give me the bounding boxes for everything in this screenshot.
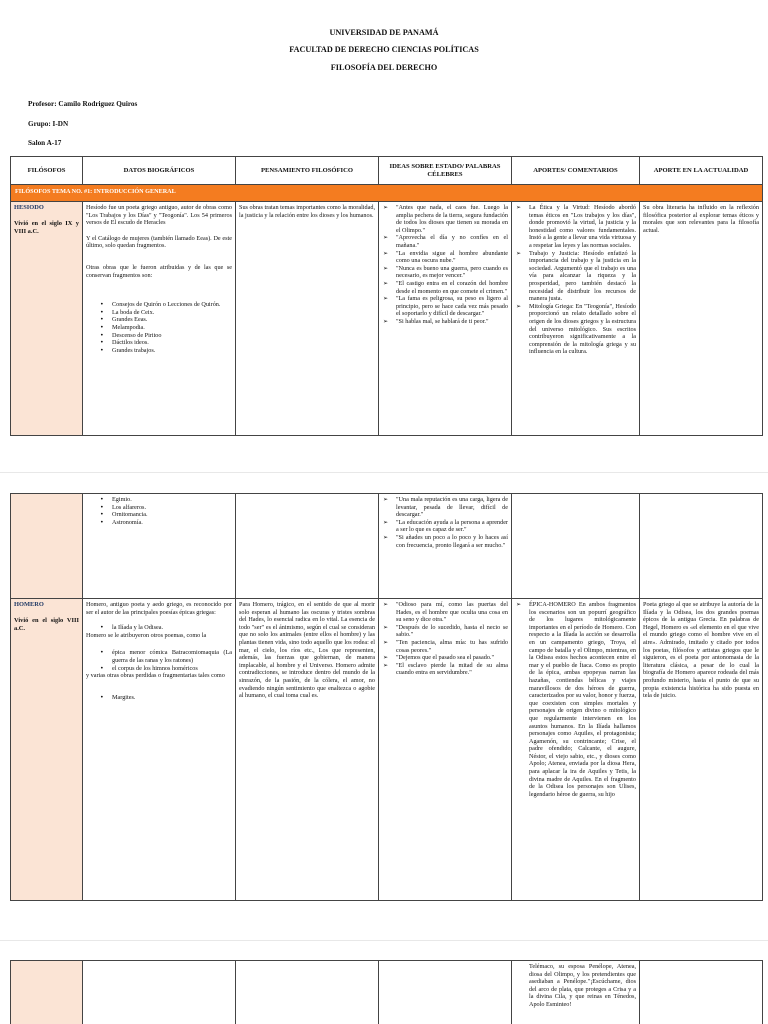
list-item: • La boda de Ceix. xyxy=(100,309,232,317)
list-item: • Astronomía. xyxy=(100,519,232,527)
list-item: ➢ "Aprovecha el día y no confíes en el mañana." xyxy=(382,234,508,249)
bio-paragraph: Otras obras que le fueron atribuidas y de las que se conservan fragmentos son: xyxy=(86,263,232,279)
thought-cell xyxy=(236,494,379,599)
contributions-cell xyxy=(512,494,640,599)
contributions-list xyxy=(515,601,636,798)
contributions-cell: Telémaco, su esposa Penélope, Atenea, diosa del Olimpo, y los pretendientes que asediaban a Penélope."¡Escúchame, dios del arco de plata, que proteges a Crisa y a la divina Cila, y que reinas en Ténedos, Apolo Esminteo! xyxy=(512,961,640,1024)
contributions-list xyxy=(515,204,636,356)
list-item: ➢ ÉPICA-HOMERO En ambos fragmentos los escenarios son un popurrí geográfico de los lugares mitológicamente importantes en el período de Homero. Con respecto a la Ilíada la acción se desarrolla en un campamento griego, Troya, el campo de batalla y el Olimpo, mientras, en la Odisea estos hechos acontecen entre el mar y el pueblo de Ítaca. Como es propio de la épica, ambas epopeyas narran las hazañas, contiendas bélicas y viajes maravillosos de dos héroes de guerra, caracterizados por su valor, honor y fuerza, que coexisten con simples mortales y personajes de origen divino o mitológico que regularmente intervienen en los asuntos humanos. En la Ilíada hallamos personajes como Aquiles, el protagonista; Agamenón, su contrincante; Crise, el padre ofendido; Calcante, el augure, Néstor, el viejo sabio, etc., y dioses como Apolo; Atenea, enviada por la diosa Hera, para aplacar la ira de Aquiles y Tetis, la divina madre de Aquiles. En el fragmento de la Odisea los personajes son Ulises, legendario héroe de guerra, su hijo xyxy=(515,601,636,798)
column-header: FILÓSOFOS xyxy=(11,157,83,185)
thought-cell: Sus obras tratan temas importantes como la moralidad, la justicia y la relación entre los dioses y los humanos. xyxy=(236,202,379,436)
room-line: Salon A-17 xyxy=(28,139,62,147)
biography-cell xyxy=(83,202,236,436)
philosophers-table-continued xyxy=(10,960,763,1024)
list-item: ➢ "Si hablas mal, se hablará de ti peor." xyxy=(382,318,508,326)
bio-paragraph: Homero se le atribuyeron otros poemas, como la xyxy=(86,631,207,639)
table-row xyxy=(11,961,763,1024)
philosopher-cell xyxy=(11,961,83,1024)
list-item: ➢ "Antes que nada, el caos fue. Luego la amplia pechera de la tierra, segura fundación de todos los dioses que tienen su morada en el Olimpo." xyxy=(382,204,508,234)
list-item: • Los alfareros. xyxy=(100,504,232,512)
list-item: • Dáctilos ideos. xyxy=(100,339,232,347)
list-item: • Consejos de Quirón o Lecciones de Quirón. xyxy=(100,301,232,309)
bio-paragraph: Y el Catálogo de mujeres (también llamado Eeas). De este último, solo quedan fragmentos. xyxy=(86,234,232,250)
philosophers-table xyxy=(10,156,763,436)
table-row xyxy=(11,202,763,436)
list-item: ➢ "La educación ayuda a la persona a aprender a ser lo que es capaz de ser." xyxy=(382,519,508,534)
quotes-list xyxy=(382,204,508,326)
biography-cell xyxy=(83,961,236,1024)
column-header: APORTES/ COMENTARIOS xyxy=(512,157,640,185)
list-item: ➢ "Odioso para mí, como las puertas del Hades, es el hombre que oculta una cosa en su seno y dice otra." xyxy=(382,601,508,624)
quotes-list xyxy=(382,601,508,677)
page-2 xyxy=(0,472,768,940)
list-item: • Grandes Eeas. xyxy=(100,316,232,324)
philosopher-name: HESIODO xyxy=(14,204,44,211)
biography-cell xyxy=(83,494,236,599)
university-title: UNIVERSIDAD DE PANAMÁ xyxy=(329,28,439,37)
quotes-cell xyxy=(379,494,512,599)
quotes-cell xyxy=(379,202,512,436)
works-list xyxy=(100,301,232,354)
list-item: • el corpus de los himnos homéricos xyxy=(100,665,232,673)
list-item: ➢ "Una mala reputación es una carga, ligera de levantar, pesada de llevar, difícil de descargar." xyxy=(382,496,508,519)
list-item: ➢ "Si añades un poco a lo poco y lo haces así con frecuencia, pronto llegará a ser mucho." xyxy=(382,534,508,549)
list-item: ➢ "Nunca es bueno una guerra, pero cuando es necesario, es mejor vencer." xyxy=(382,265,508,280)
column-header: PENSAMIENTO FILOSÓFICO xyxy=(236,157,379,185)
thought-cell: Para Homero, trágico, en el sentido de que al morir solo esperan al humano las oscuras y tristes sombras del Hades, lo esencial radica en lo vital. La esencia de todo "ser" es el ánimismo, según el cual se consideran que no solo los animales (entre ellos el hombre) y las plantas tienen vida, sino todo aquello que los rodea: el mar, el cielo, los ríos etc., Los que representen, además, las fuerzas que gobiernan, de manera implacable, al hombre y el Universo. Homero admite contradicciones, se introduce dentro del mundo de la sinrazón, de la pasión, de la cólera, el amor, no evadiendo ningún sentimiento que enaltezca o agobie al humano, el cual toma cual es. xyxy=(236,599,379,901)
list-item: • Grandes trabajos. xyxy=(100,347,232,355)
column-header: APORTE EN LA ACTUALIDAD xyxy=(640,157,763,185)
list-item: • Ornitomancia. xyxy=(100,511,232,519)
professor-line: Profesor: Camilo Rodriguez Quiros xyxy=(28,100,138,108)
lost-works-list xyxy=(100,694,232,702)
section-bar-row xyxy=(11,185,763,202)
list-item: • Margites. xyxy=(100,694,232,702)
subject-title: FILOSOFÍA DEL DERECHO xyxy=(330,63,438,72)
column-header: DATOS BIOGRÁFICOS xyxy=(83,157,236,185)
works-list xyxy=(100,496,232,526)
other-poems-list xyxy=(100,649,232,672)
bio-paragraph: y varias otras obras perdidas o fragmentarias tales como xyxy=(86,672,225,680)
epics-list xyxy=(100,624,232,632)
philosopher-cell xyxy=(11,202,83,436)
list-item: ➢ "Después de lo sucedido, hasta el necio se sabio." xyxy=(382,624,508,639)
list-item: ➢ "La fama es peligrosa, su peso es ligero al principio, pero se hace cada vez más pesado el soportarlo y difícil de descargar." xyxy=(382,295,508,318)
bio-paragraph: Hesíodo fue un poeta griego antiguo, autor de obras como "Los Trabajos y los Días" y "Teogonía". Los 54 primeros versos de El escudo de Heracles xyxy=(86,204,232,227)
list-item: ➢ "El esclavo pierde la mitad de su alma cuando entra en servidumbre." xyxy=(382,662,508,677)
philosopher-name: HOMERO xyxy=(14,601,44,608)
table-header-row xyxy=(11,157,763,185)
contributions-cell xyxy=(512,599,640,901)
list-item: • la Ilíada y la Odisea. xyxy=(100,624,232,632)
quotes-list xyxy=(382,496,508,549)
philosopher-cell xyxy=(11,599,83,901)
today-cell xyxy=(640,494,763,599)
page-1 xyxy=(0,0,768,472)
philosophers-table-continued xyxy=(10,493,763,901)
list-item: • épica menor cómica Batracomiomaquia (La guerra de las ranas y los ratones) xyxy=(100,649,232,664)
list-item: • Descenso de Piritoo xyxy=(100,332,232,340)
list-item: ➢ La Ética y la Virtud: Hesíodo abordó temas éticos en "Los trabajos y los días", donde promovió la virtud, la justicia y la honestidad como valores fundamentales. Instó a la gente a llevar una vida virtuosa y a respetar las leyes y las normas sociales. xyxy=(515,204,636,250)
philosopher-era: Vivió en el siglo IX y VIII a.C. xyxy=(14,219,79,235)
section-bar: FILÓSOFOS TEMA NO. #1: INTRODUCCIÓN GENERAL xyxy=(11,185,763,202)
today-cell: Su obra literaria ha influido en la reflexión filosófica posterior al explorar temas éticos y morales que son relevantes para la filosofía actual. xyxy=(640,202,763,436)
list-item: ➢ Trabajo y Justicia: Hesíodo enfatizó la importancia del trabajo y la justicia en la sociedad. Argumentó que el trabajo es una vía para alcanzar la riqueza y la prosperidad, pero también destacó la necesidad de distribuir los recursos de manera justa. xyxy=(515,250,636,303)
today-cell: Poeta griego al que se atribuye la autoría de la Ilíada y la Odisea, los dos grandes poemas épicos de la antigua Grecia. En palabras de Hegel, Homero es «el elemento en el que vive el mundo griego como el hombre vive en el aire». Admirado, imitado y citado por todos los poetas, filósofos y artistas griegos que le siguieron, es el poeta por antonomasia de la literatura clásica, a pesar de lo cual la biografía de Homero aparece rodeada del más profundo misterio, hasta el punto de que su propia existencia histórica ha sido puesta en tela de juicio. xyxy=(640,599,763,901)
quotes-cell xyxy=(379,599,512,901)
list-item: ➢ Mitología Griega: En "Teogonía", Hesíodo proporcionó un relato detallado sobre el origen de los dioses griegos y la estructura del universo mitológico. Sus escritos contribuyeron significativamente a la comprensión de la mitología griega y su influencia en la cultura. xyxy=(515,303,636,356)
table-row xyxy=(11,599,763,901)
faculty-title: FACULTAD DE DERECHO CIENCIAS POLÍTICAS xyxy=(289,45,479,54)
table-row xyxy=(11,494,763,599)
list-item: ➢ "Dejemos que el pasado sea el pasado." xyxy=(382,654,508,662)
contributions-cell xyxy=(512,202,640,436)
philosopher-cell xyxy=(11,494,83,599)
bio-paragraph: Homero, antiguo poeta y aedo griego, es reconocido por ser el autor de las principales poesías épicas griegas: xyxy=(86,601,232,616)
list-item: • Egimio. xyxy=(100,496,232,504)
biography-cell xyxy=(83,599,236,901)
philosopher-era: Vivió en el siglo VIII a.C. xyxy=(14,616,79,632)
list-item: ➢ "El castigo entra en el corazón del hombre desde el momento en que comete el crimen." xyxy=(382,280,508,295)
column-header: IDEAS SOBRE ESTADO/ PALABRAS CÉLEBRES xyxy=(379,157,512,185)
thought-cell xyxy=(236,961,379,1024)
list-item: • Melampodia. xyxy=(100,324,232,332)
page-3 xyxy=(0,940,768,1024)
list-item: ➢ "Ten paciencia, alma mía: tu has sufrido cosas peores." xyxy=(382,639,508,654)
group-line: Grupo: I-DN xyxy=(28,120,69,128)
today-cell xyxy=(640,961,763,1024)
list-item: ➢ "La envidia sigue al hombre abundante como una oscura nube." xyxy=(382,250,508,265)
quotes-cell xyxy=(379,961,512,1024)
